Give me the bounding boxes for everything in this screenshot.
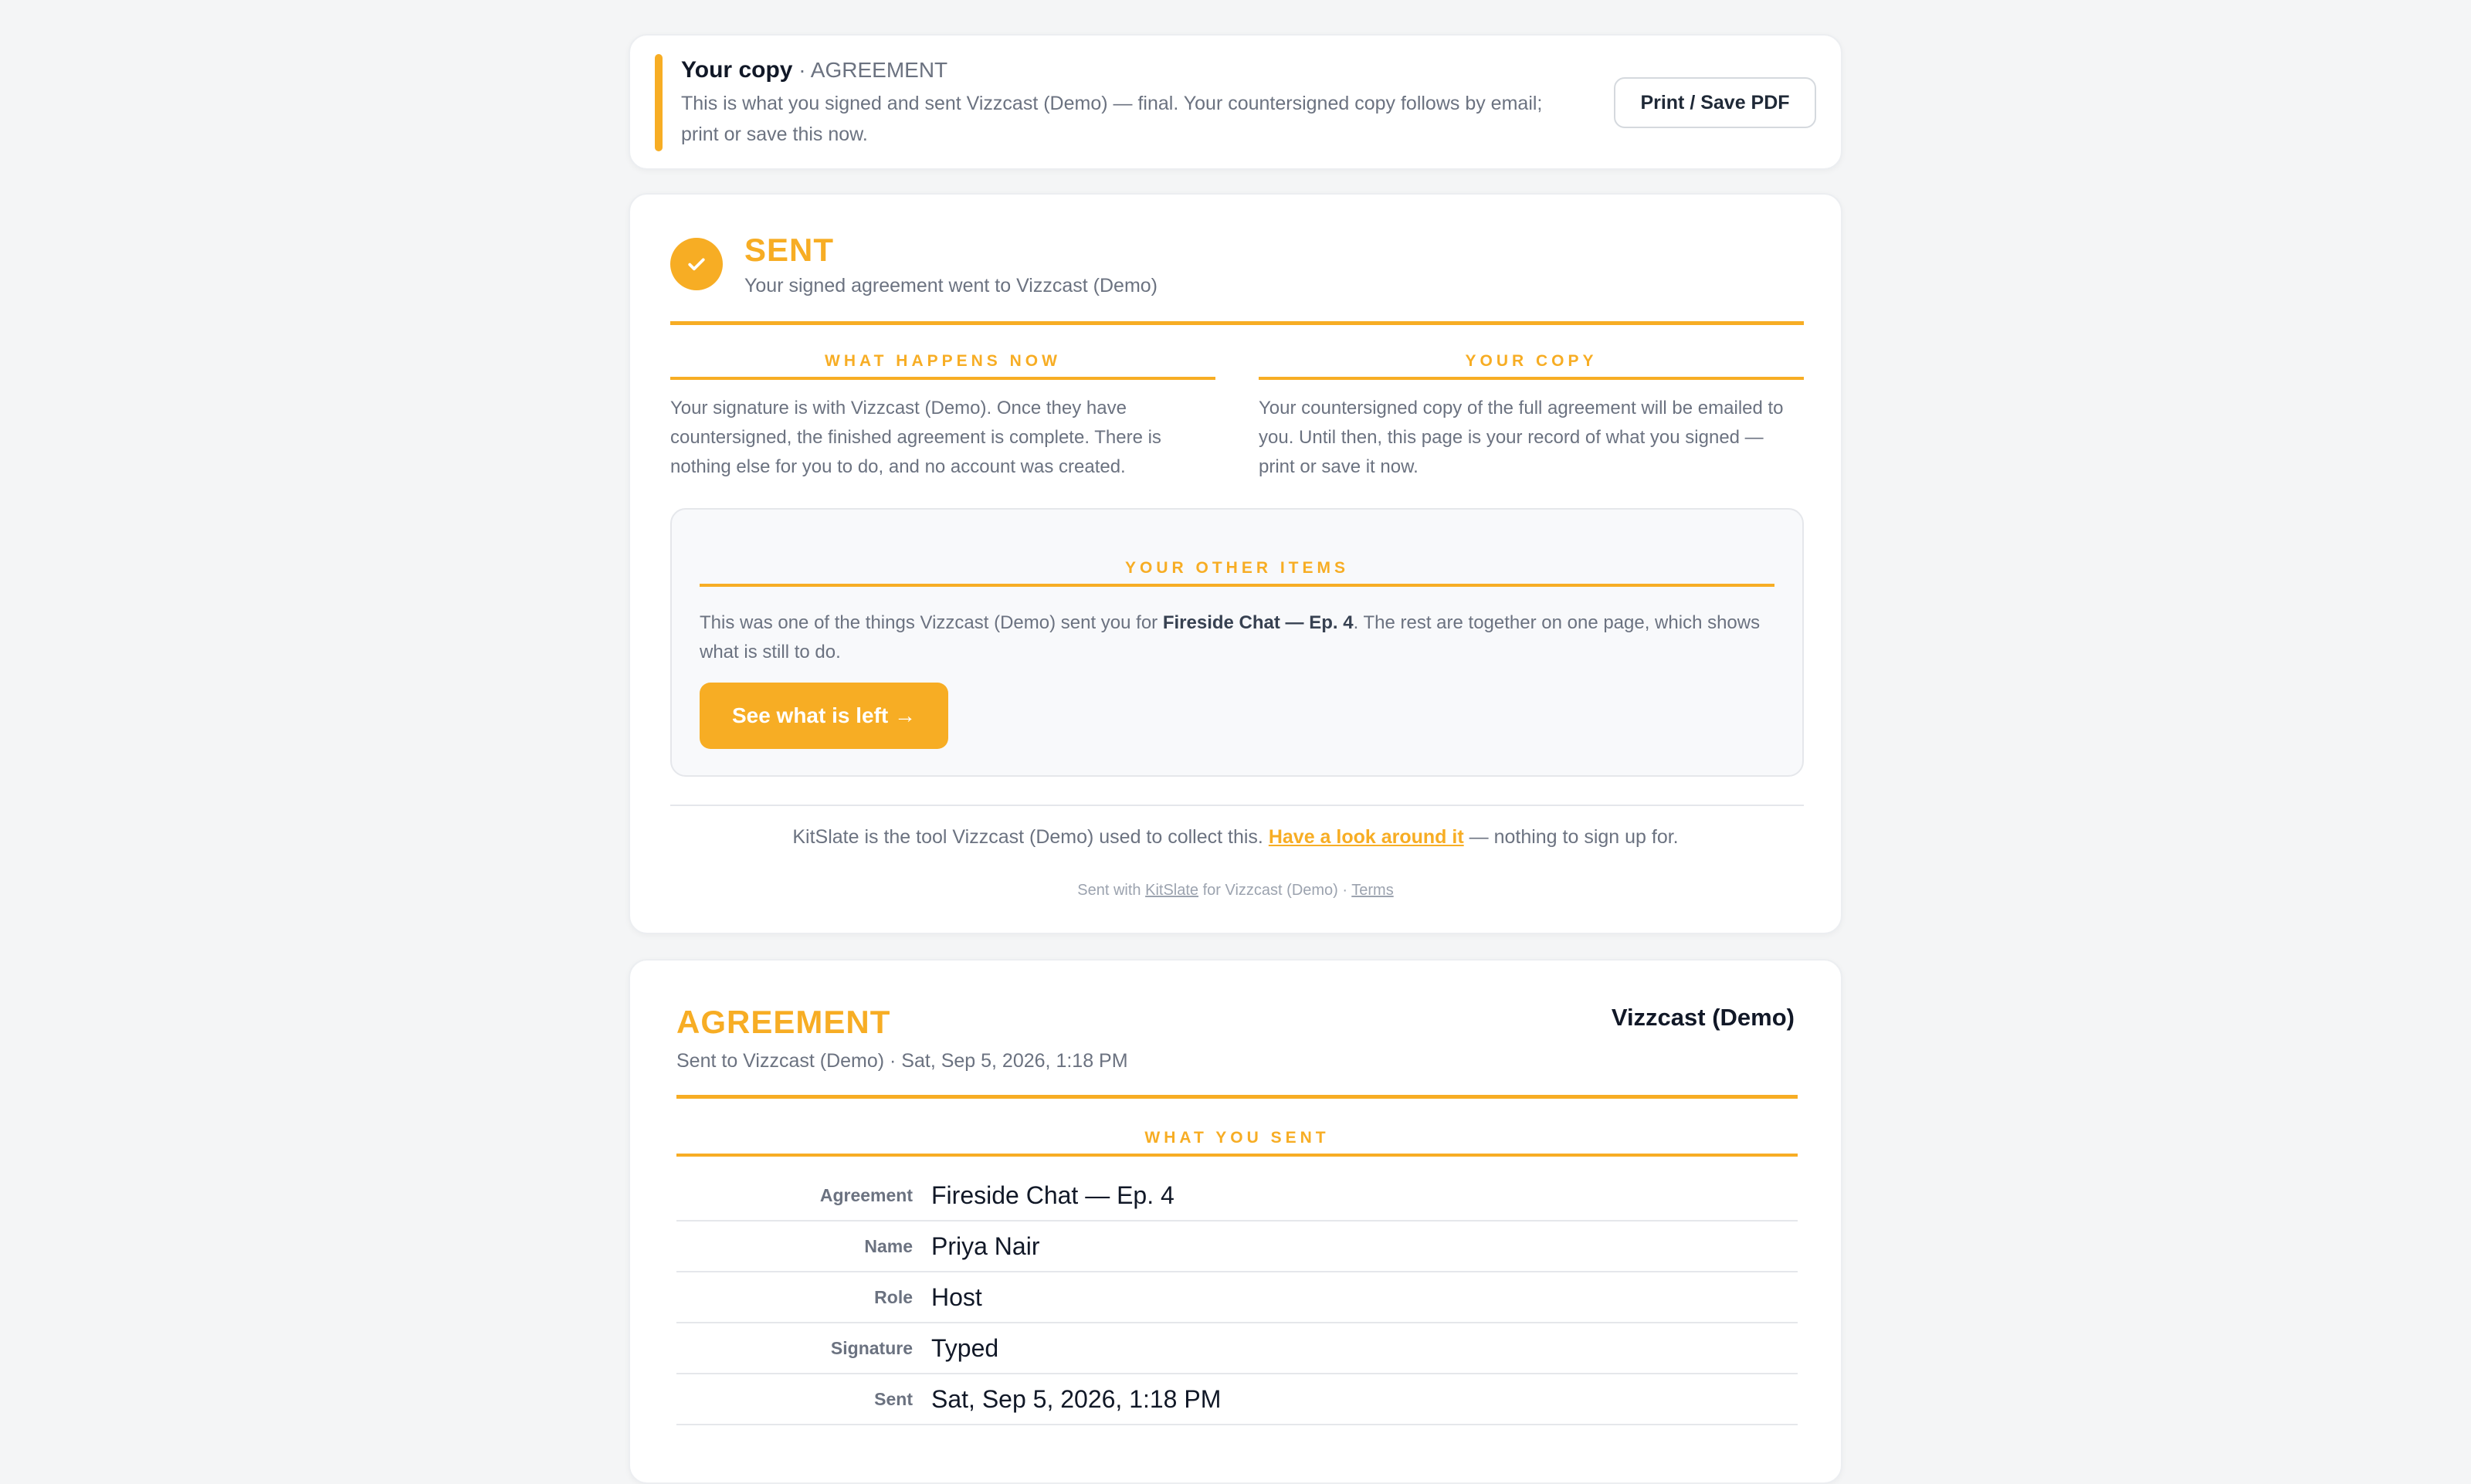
table-row (676, 1272, 1798, 1323)
kitslate-promo-after: — nothing to sign up for. (1463, 826, 1679, 848)
row-label: Sent (874, 1388, 913, 1409)
see-what-is-left-button[interactable]: See what is left → (700, 683, 948, 749)
kitslate-link[interactable]: KitSlate (1145, 882, 1199, 899)
row-label: Role (874, 1286, 913, 1307)
table-row (676, 1374, 1798, 1425)
table-row (676, 1171, 1798, 1221)
banner-text (681, 56, 1577, 150)
checkmark-glyph (685, 252, 708, 276)
row-label: Agreement (819, 1184, 913, 1205)
agreement-details-table (676, 1171, 1798, 1425)
row-value: Sat, Sep 5, 2026, 1:18 PM (931, 1384, 1222, 1413)
have-a-look-link[interactable]: Have a look around it (1268, 826, 1464, 848)
other-items-box (670, 508, 1804, 777)
footer-sent-with: Sent with (1077, 882, 1146, 899)
kitslate-promo (630, 826, 1841, 849)
other-items-text-before: This was one of the things Vizzcast (Demo) sent you for (700, 612, 1163, 633)
other-items-heading: YOUR OTHER ITEMS (700, 559, 1774, 587)
banner-title: Your copy (681, 57, 793, 83)
what-you-sent-heading: WHAT YOU SENT (676, 1129, 1798, 1157)
agreement-org-name: Vizzcast (Demo) (1611, 1004, 1795, 1031)
banner-accent-bar (655, 54, 663, 151)
what-happens-now-section (670, 347, 1215, 482)
terms-link[interactable]: Terms (1351, 882, 1394, 899)
what-happens-now-heading: WHAT HAPPENS NOW (670, 347, 1215, 380)
kitslate-promo-before: KitSlate is the tool Vizzcast (Demo) used to collect this. (792, 826, 1269, 848)
row-value: Priya Nair (931, 1232, 1040, 1260)
row-value: Typed (931, 1333, 999, 1362)
table-row (676, 1221, 1798, 1272)
agreement-card (629, 959, 1842, 1484)
other-items-text-after: . The rest are together on one page, which shows what is still to do. (700, 612, 1761, 662)
your-copy-section (1259, 347, 1804, 482)
row-label: Name (864, 1235, 913, 1256)
row-value: Host (931, 1282, 982, 1311)
sent-title: SENT (744, 232, 835, 268)
banner-description: This is what you signed and sent Vizzcast (Demo) — final. Your countersigned copy follows by email; print or save this now. (681, 93, 1543, 145)
sent-card (629, 193, 1842, 934)
sent-header-divider (670, 321, 1804, 325)
your-copy-banner (629, 34, 1842, 170)
agreement-header-divider (676, 1095, 1798, 1099)
banner-subtitle: · AGREEMENT (798, 58, 948, 82)
row-value: Fireside Chat — Ep. 4 (931, 1181, 1174, 1209)
sent-footer (630, 882, 1841, 900)
sent-subtitle: Your signed agreement went to Vizzcast (Demo) (744, 275, 1158, 296)
your-copy-text: Your countersigned copy of the full agreement will be emailed to you. Until then, this page is your record of what you signed — print or save it now. (1259, 398, 1784, 477)
footer-for-text: for Vizzcast (Demo) · (1198, 882, 1352, 899)
your-copy-heading: YOUR COPY (1259, 347, 1804, 380)
banner-title-line (681, 56, 1577, 85)
other-items-text (700, 608, 1774, 667)
row-label: Signature (830, 1337, 913, 1358)
check-icon (670, 238, 723, 290)
sent-card-divider (670, 805, 1804, 806)
agreement-title: AGREEMENT (676, 1004, 891, 1040)
other-items-episode: Fireside Chat — Ep. 4 (1162, 612, 1354, 633)
agreement-subtitle: Sent to Vizzcast (Demo) · Sat, Sep 5, 2026, 1:18 PM (676, 1050, 1128, 1072)
print-save-pdf-button[interactable]: Print / Save PDF (1614, 77, 1816, 128)
table-row (676, 1323, 1798, 1374)
what-happens-now-text: Your signature is with Vizzcast (Demo). Once they have countersigned, the finished agreement is complete. There is nothing else for you to do, and no account was created. (670, 398, 1161, 477)
